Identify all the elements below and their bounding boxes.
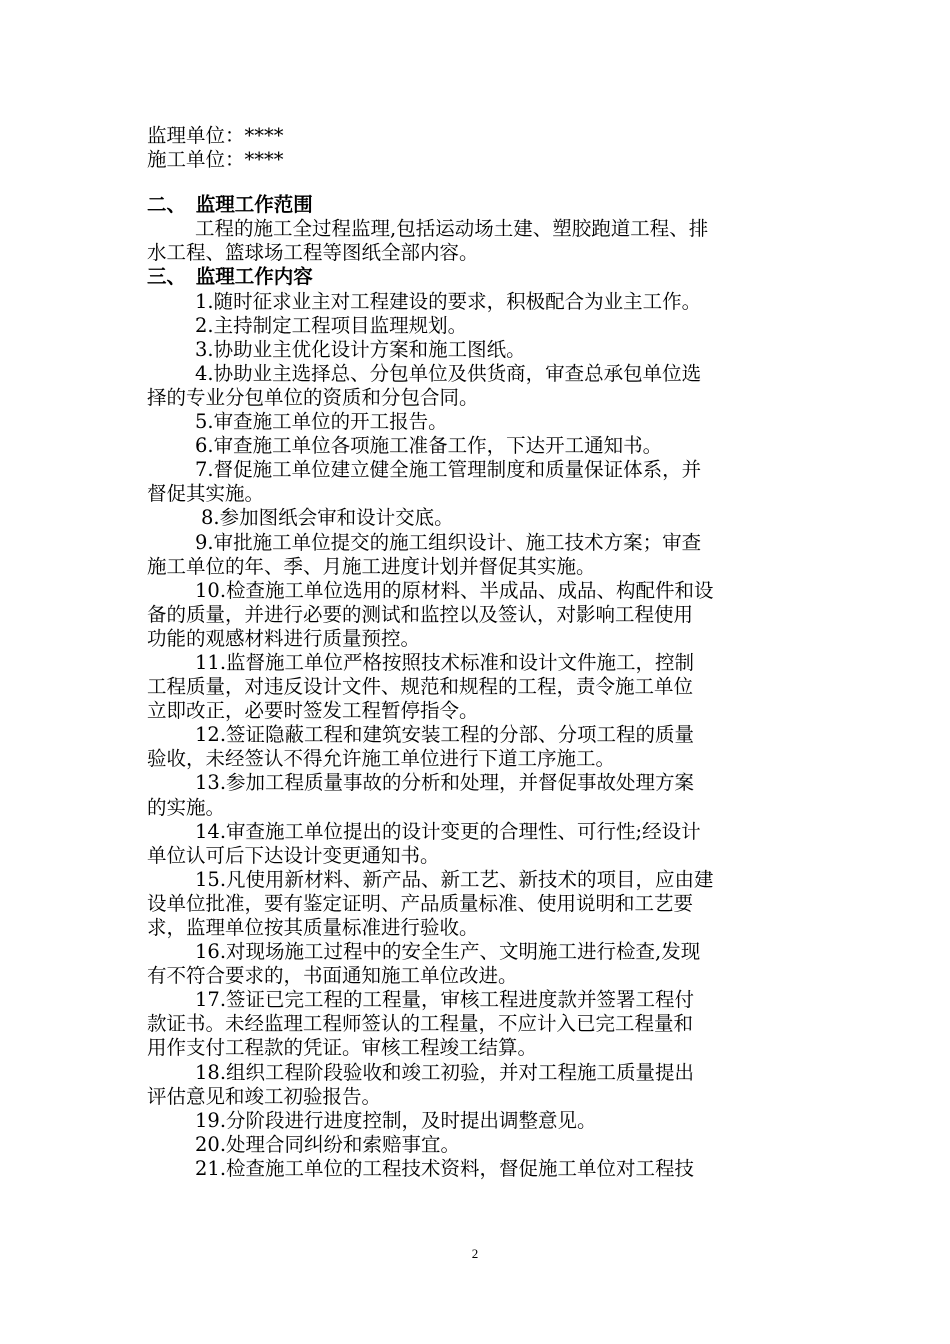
item-15-cont: 求，监理单位按其质量标准进行验收。 <box>147 916 479 939</box>
item-16-cont: 有不符合要求的，书面通知施工单位改进。 <box>147 964 518 988</box>
item-11-cont: 工程质量，对违反设计文件、规范和规程的工程，责令施工单位 <box>147 675 694 699</box>
item-15-cont: 设单位批准，要有鉴定证明、产品质量标准、使用说明和工艺要 <box>147 891 694 915</box>
item-10-cont: 功能的观感材料进行质量预控。 <box>147 626 421 650</box>
item-19: 19.分阶段进行进度控制，及时提出调整意见。 <box>195 1108 597 1132</box>
section-3-heading: 三、 监理工作内容 <box>147 265 313 289</box>
construction-unit-line: 施工单位：**** <box>147 148 284 172</box>
item-14-cont: 单位认可后下达设计变更通知书。 <box>147 843 440 867</box>
item-20: 20.处理合同纠纷和索赔事宜。 <box>195 1132 461 1156</box>
item-10-cont: 备的质量，并进行必要的测试和监控以及签认，对影响工程使用 <box>147 602 694 626</box>
item-10: 10.检查施工单位选用的原材料、半成品、成品、构配件和设 <box>195 578 714 602</box>
item-17-cont: 用作支付工程款的凭证。审核工程竣工结算。 <box>147 1036 538 1060</box>
item-15: 15.凡使用新材料、新产品、新工艺、新技术的项目，应由建 <box>195 867 714 891</box>
item-11-cont: 立即改正，必要时签发工程暂停指令。 <box>147 699 479 723</box>
section-2-heading: 二、 监理工作范围 <box>147 193 313 217</box>
item-16: 16.对现场施工过程中的安全生产、文明施工进行检查,发现 <box>195 940 701 964</box>
supervision-unit-line: 监理单位：**** <box>147 124 284 147</box>
item-8: 8.参加图纸会审和设计交底。 <box>201 506 454 530</box>
item-1: 1.随时征求业主对工程建设的要求，积极配合为业主工作。 <box>195 289 702 313</box>
item-13: 13.参加工程质量事故的分析和处理，并督促事故处理方案 <box>195 771 695 795</box>
item-9-cont: 施工单位的年、季、月施工进度计划并督促其实施。 <box>147 554 596 578</box>
item-12: 12.签证隐蔽工程和建筑安装工程的分部、分项工程的质量 <box>195 723 695 747</box>
item-21: 21.检查施工单位的工程技术资料，督促施工单位对工程技 <box>195 1156 695 1180</box>
item-12-cont: 验收，未经签认不得允许施工单位进行下道工序施工。 <box>147 747 616 771</box>
page-number: 2 <box>471 1246 479 1261</box>
item-18: 18.组织工程阶段验收和竣工初验，并对工程施工质量提出 <box>195 1060 695 1084</box>
item-9: 9.审批施工单位提交的施工组织设计、施工技术方案；审查 <box>195 530 702 554</box>
item-14: 14.审查施工单位提出的设计变更的合理性、可行性;经设计 <box>195 819 701 843</box>
item-2: 2.主持制定工程项目监理规划。 <box>195 313 468 337</box>
item-13-cont: 的实施。 <box>147 795 226 819</box>
item-5: 5.审查施工单位的开工报告。 <box>195 410 448 434</box>
item-17-cont: 款证书。未经监理工程师签认的工程量，不应计入已完工程量和 <box>147 1012 694 1036</box>
item-7: 7.督促施工单位建立健全施工管理制度和质量保证体系，并 <box>195 458 702 482</box>
item-4: 4.协助业主选择总、分包单位及供货商，审查总承包单位选 <box>195 361 702 385</box>
item-18-cont: 评估意见和竣工初验报告。 <box>147 1084 382 1108</box>
item-4-cont: 择的专业分包单位的资质和分包合同。 <box>147 385 479 409</box>
spacer <box>147 172 812 193</box>
item-11: 11.监督施工单位严格按照技术标准和设计文件施工，控制 <box>195 650 695 674</box>
item-3: 3.协助业主优化设计方案和施工图纸。 <box>195 337 526 361</box>
paragraph-line: 水工程、篮球场工程等图纸全部内容。 <box>147 241 479 265</box>
item-7-cont: 督促其实施。 <box>147 482 265 506</box>
page-body <box>147 124 812 1181</box>
item-6: 6.审查施工单位各项施工准备工作，下达开工通知书。 <box>195 434 663 458</box>
paragraph-line: 工程的施工全过程监理,包括运动场土建、塑胶跑道工程、排 <box>195 217 709 241</box>
item-17: 17.签证已完工程的工程量，审核工程进度款并签署工程付 <box>195 988 695 1012</box>
